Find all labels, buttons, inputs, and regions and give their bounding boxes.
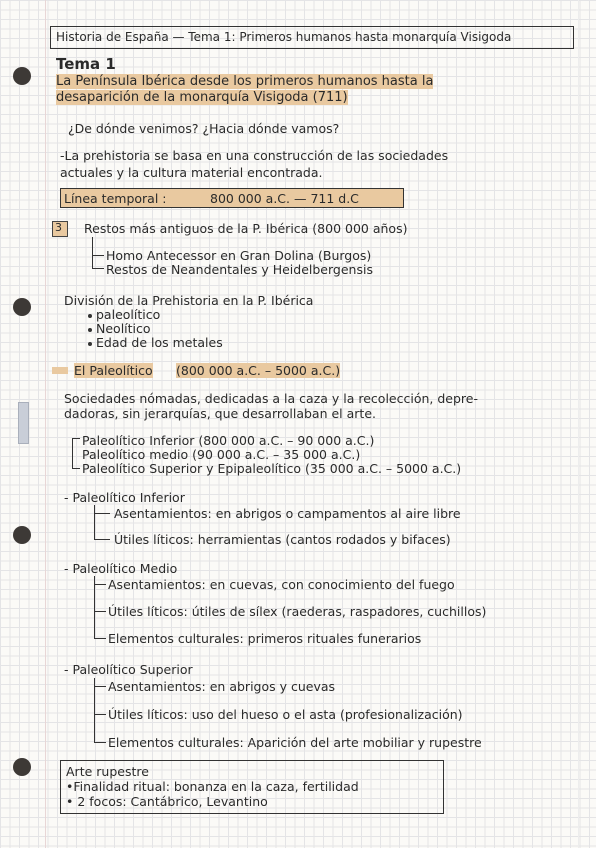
restos-connector <box>92 237 93 268</box>
arrow-line <box>92 255 104 256</box>
superior-connector <box>94 678 95 742</box>
prehistoria-line-2: actuales y la cultura material encontrada. <box>60 165 323 180</box>
restos-item-2: Restos de Neandentales y Heidelbergensis <box>106 262 373 277</box>
arrow-line <box>94 714 106 715</box>
binder-hole <box>13 298 31 316</box>
arrow-line <box>94 513 110 514</box>
paleolitico-range-text: (800 000 a.C. – 5000 a.C.) <box>176 363 341 378</box>
division-item-3: Edad de los metales <box>96 335 223 350</box>
arte-line-2: • 2 focos: Cantábrico, Levantino <box>66 794 268 809</box>
section-number-box <box>52 221 68 237</box>
paleolitico-desc-1: Sociedades nómadas, dedicadas a la caza y la recolección, depre- <box>64 391 478 406</box>
arrow-line <box>92 268 104 269</box>
paleolitico-desc-2: dadoras, sin jerarquías, que desarrollaban el arte. <box>64 406 376 421</box>
superior-heading: - Paleolítico Superior <box>64 662 193 677</box>
medio-connector <box>94 576 95 638</box>
inferior-asentamientos: Asentamientos: en abrigos o campamentos al aire libre <box>114 506 461 521</box>
bullet <box>88 342 92 346</box>
inferior-connector <box>94 505 95 539</box>
binder-hole <box>13 758 31 776</box>
medio-utiles: Útiles líticos: útiles de sílex (raederas, raspadores, cuchillos) <box>108 604 487 619</box>
binder-hole <box>13 67 31 85</box>
superior-asentamientos: Asentamientos: en abrigos y cuevas <box>108 679 336 694</box>
division-item-1: paleolítico <box>96 307 161 322</box>
superior-elementos: Elementos culturales: Aparición del arte mobiliar y rupestre <box>108 735 482 750</box>
medio-elementos: Elementos culturales: primeros rituales funerarios <box>108 631 422 646</box>
timeline-label: Línea temporal : <box>64 191 167 206</box>
binder-hole <box>13 526 31 544</box>
section-number: 3 <box>55 221 62 234</box>
restos-heading: Restos más antiguos de la P. Ibérica (800 000 años) <box>84 221 408 236</box>
superior-utiles: Útiles líticos: uso del hueso o el asta (profesionalización) <box>108 707 463 722</box>
arte-line-1: •Finalidad ritual: bonanza en la caza, fertilidad <box>66 779 359 794</box>
period-medio: Paleolítico medio (90 000 a.C. – 35 000 a.C.) <box>82 447 361 462</box>
bracket-top <box>72 438 80 439</box>
tema-subtitle-2: desaparición de la monarquía Visigoda (711) <box>56 90 348 105</box>
division-heading: División de la Prehistoria en la P. Ibérica <box>64 293 314 308</box>
inferior-utiles: Útiles líticos: herramientas (cantos rodados y bifaces) <box>114 532 451 547</box>
paleolitico-range <box>176 363 340 378</box>
bullet <box>88 314 92 318</box>
arte-title: Arte rupestre <box>66 764 149 779</box>
arrow-line <box>94 611 106 612</box>
tema-label: Tema 1 <box>56 55 116 73</box>
bullet <box>88 328 92 332</box>
left-margin-line <box>45 0 46 848</box>
period-inferior: Paleolítico Inferior (800 000 a.C. – 90 000 a.C.) <box>82 433 375 448</box>
medio-heading: - Paleolítico Medio <box>64 561 178 576</box>
arrow-line <box>94 539 110 540</box>
bracket-bottom <box>72 468 80 469</box>
arrow-line <box>94 584 106 585</box>
arrow-line <box>94 686 106 687</box>
page-tab <box>18 402 29 444</box>
restos-item-1: Homo Antecessor en Gran Dolina (Burgos) <box>106 248 372 263</box>
periods-bracket <box>72 438 73 468</box>
paleolitico-title: El Paleolítico <box>74 363 153 378</box>
right-margin-line <box>578 0 579 848</box>
arrow-line <box>94 742 106 743</box>
prehistoria-line-1: -La prehistoria se basa en una construcción de las sociedades <box>60 148 449 163</box>
division-item-2: Neolítico <box>96 321 151 336</box>
page-header: Historia de España — Tema 1: Primeros humanos hasta monarquía Visigoda <box>56 30 512 44</box>
tema-subtitle-1: La Península Ibérica desde los primeros humanos hasta la <box>56 74 434 89</box>
period-superior: Paleolítico Superior y Epipaleolítico (35 000 a.C. – 5000 a.C.) <box>82 461 462 476</box>
questions: ¿De dónde venimos? ¿Hacia dónde vamos? <box>68 121 340 136</box>
medio-asentamientos: Asentamientos: en cuevas, con conocimiento del fuego <box>108 577 455 592</box>
inferior-heading: - Paleolítico Inferior <box>64 490 185 505</box>
section-marker <box>52 367 68 374</box>
timeline-range: 800 000 a.C. — 711 d.C <box>210 191 359 206</box>
arrow-line <box>94 638 106 639</box>
